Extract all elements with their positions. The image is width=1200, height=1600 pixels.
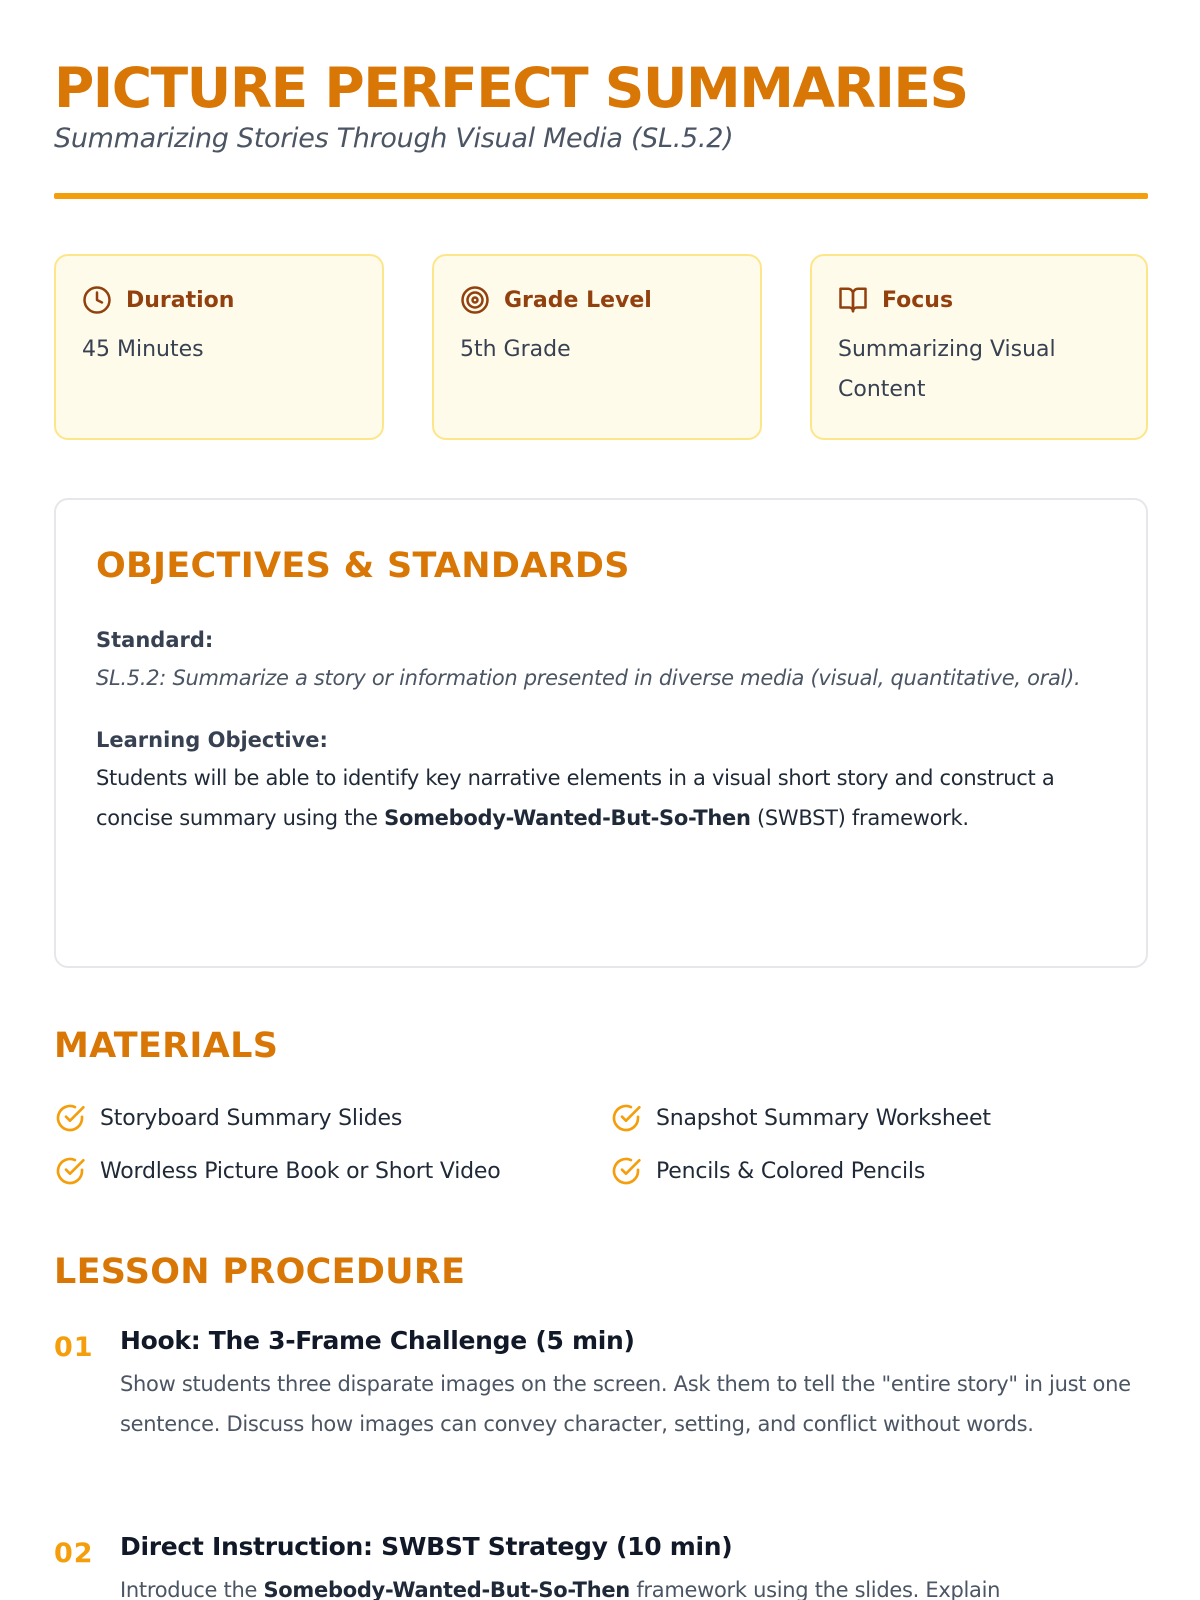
step-description: Show students three disparate images on the screen. Ask them to tell the "entire story" in just one sentence. Discuss how images can convey character, setting, and conflict without words.: [120, 1372, 1131, 1436]
header: [54, 56, 1148, 156]
step-title: Hook: The 3-Frame Challenge (5 min): [120, 1326, 635, 1355]
focus-label: Focus: [882, 287, 954, 313]
materials-heading: MATERIALS: [54, 1026, 279, 1066]
check-circle-icon: [610, 1102, 642, 1134]
standard-label: Standard:: [96, 628, 214, 652]
objectives-heading: OBJECTIVES & STANDARDS: [96, 546, 630, 586]
objective-text: Students will be able to identify key narrative elements in a visual short story and construct a concise summary using the Somebody-Wanted-But-So-Then (SWBST) framework.: [96, 766, 1055, 830]
duration-label: Duration: [126, 287, 235, 313]
objectives-section: [54, 498, 1148, 968]
material-item: [54, 1102, 402, 1134]
procedure-heading: LESSON PROCEDURE: [54, 1252, 466, 1292]
step-number: 01: [54, 1332, 94, 1363]
target-icon: [460, 285, 490, 315]
check-circle-icon: [54, 1102, 86, 1134]
swbst-term: Somebody-Wanted-But-So-Then: [384, 806, 751, 830]
step-description: Introduce the Somebody-Wanted-But-So-Then framework using the slides. Explain: [120, 1578, 1001, 1600]
material-label: Wordless Picture Book or Short Video: [100, 1158, 501, 1184]
header-divider: [54, 193, 1148, 199]
duration-value: 45 Minutes: [82, 337, 204, 362]
page-title: PICTURE PERFECT SUMMARIES: [54, 56, 968, 120]
material-label: Storyboard Summary Slides: [100, 1105, 403, 1131]
material-item: [610, 1155, 925, 1187]
step-title: Direct Instruction: SWBST Strategy (10 min): [120, 1532, 733, 1561]
focus-card: [810, 254, 1148, 440]
material-item: [610, 1102, 991, 1134]
step-number: 02: [54, 1538, 94, 1569]
swbst-term: Somebody-Wanted-But-So-Then: [263, 1578, 630, 1600]
page-subtitle: Summarizing Stories Through Visual Media (SL.5.2): [54, 123, 734, 154]
focus-value: Summarizing Visual Content: [838, 337, 1056, 402]
standard-text: SL.5.2: Summarize a story or information presented in diverse media (visual, quantitative, oral).: [96, 666, 1081, 690]
grade-level-label: Grade Level: [504, 287, 652, 313]
check-circle-icon: [54, 1155, 86, 1187]
clock-icon: [82, 285, 112, 315]
material-label: Snapshot Summary Worksheet: [656, 1105, 991, 1131]
grade-level-value: 5th Grade: [460, 337, 571, 362]
material-label: Pencils & Colored Pencils: [656, 1158, 926, 1184]
duration-card: [54, 254, 384, 440]
grade-level-card: [432, 254, 762, 440]
info-cards: [54, 254, 1148, 444]
objective-label: Learning Objective:: [96, 728, 328, 752]
check-circle-icon: [610, 1155, 642, 1187]
book-open-icon: [838, 285, 868, 315]
material-item: [54, 1155, 500, 1187]
